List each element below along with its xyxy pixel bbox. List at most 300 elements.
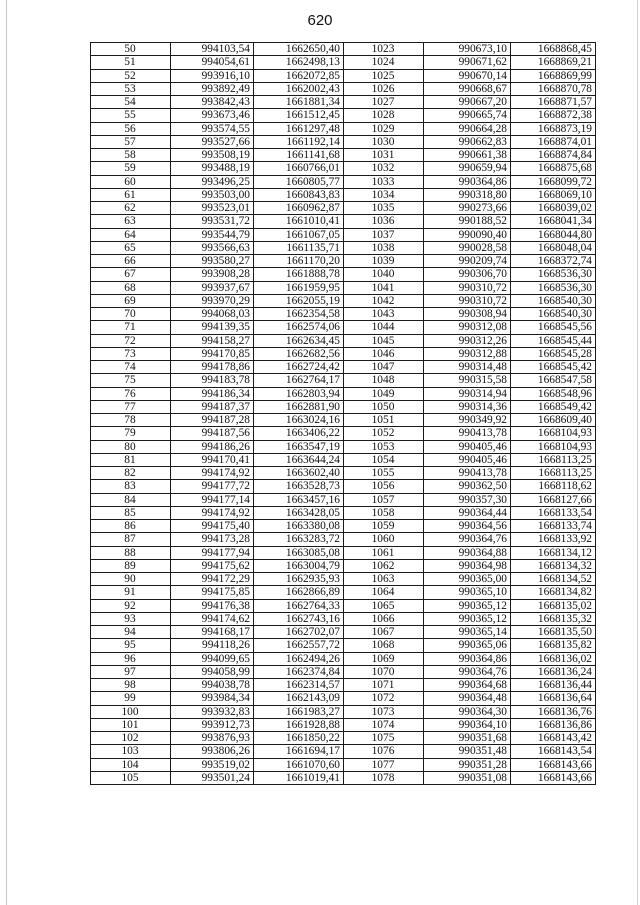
point-number-right: 1035 xyxy=(344,202,424,215)
point-number-right: 1046 xyxy=(344,347,424,360)
x-coordinate-right: 990364,10 xyxy=(424,718,511,731)
x-coordinate-left: 994170,41 xyxy=(171,453,254,466)
y-coordinate-left: 1662498,13 xyxy=(254,56,344,69)
table-row xyxy=(91,453,596,466)
y-coordinate-left: 1663547,19 xyxy=(254,440,344,453)
x-coordinate-right: 990365,10 xyxy=(424,586,511,599)
x-coordinate-right: 990209,74 xyxy=(424,255,511,268)
point-number-right: 1054 xyxy=(344,453,424,466)
table-row xyxy=(91,69,596,82)
x-coordinate-right: 990662,83 xyxy=(424,135,511,148)
table-row xyxy=(91,149,596,162)
y-coordinate-left: 1661888,78 xyxy=(254,268,344,281)
point-number-left: 95 xyxy=(91,639,171,652)
table-row xyxy=(91,255,596,268)
y-coordinate-right: 1668545,44 xyxy=(511,334,596,347)
page-right-edge xyxy=(637,0,638,905)
x-coordinate-right: 990349,92 xyxy=(424,414,511,427)
y-coordinate-right: 1668869,99 xyxy=(511,69,596,82)
x-coordinate-left: 994187,37 xyxy=(171,400,254,413)
x-coordinate-left: 993519,02 xyxy=(171,758,254,771)
y-coordinate-right: 1668135,32 xyxy=(511,612,596,625)
point-number-right: 1028 xyxy=(344,109,424,122)
x-coordinate-left: 994176,38 xyxy=(171,599,254,612)
table-row xyxy=(91,334,596,347)
point-number-right: 1073 xyxy=(344,705,424,718)
y-coordinate-left: 1661010,41 xyxy=(254,215,344,228)
y-coordinate-right: 1668041,34 xyxy=(511,215,596,228)
y-coordinate-right: 1668372,74 xyxy=(511,255,596,268)
y-coordinate-left: 1663283,72 xyxy=(254,533,344,546)
point-number-left: 79 xyxy=(91,427,171,440)
table-row xyxy=(91,718,596,731)
x-coordinate-right: 990308,94 xyxy=(424,308,511,321)
point-number-right: 1042 xyxy=(344,294,424,307)
y-coordinate-left: 1662002,43 xyxy=(254,82,344,95)
point-number-left: 66 xyxy=(91,255,171,268)
point-number-left: 61 xyxy=(91,188,171,201)
x-coordinate-left: 993580,27 xyxy=(171,255,254,268)
x-coordinate-left: 993503,00 xyxy=(171,188,254,201)
x-coordinate-left: 993574,55 xyxy=(171,122,254,135)
point-number-left: 56 xyxy=(91,122,171,135)
point-number-right: 1051 xyxy=(344,414,424,427)
point-number-right: 1074 xyxy=(344,718,424,731)
y-coordinate-left: 1663085,08 xyxy=(254,546,344,559)
y-coordinate-right: 1668540,30 xyxy=(511,294,596,307)
x-coordinate-right: 990667,20 xyxy=(424,96,511,109)
point-number-left: 91 xyxy=(91,586,171,599)
point-number-left: 63 xyxy=(91,215,171,228)
point-number-right: 1058 xyxy=(344,506,424,519)
point-number-left: 90 xyxy=(91,573,171,586)
y-coordinate-left: 1662143,09 xyxy=(254,692,344,705)
y-coordinate-left: 1663024,16 xyxy=(254,414,344,427)
point-number-right: 1064 xyxy=(344,586,424,599)
table-row xyxy=(91,573,596,586)
point-number-right: 1056 xyxy=(344,480,424,493)
x-coordinate-left: 993842,43 xyxy=(171,96,254,109)
table-row xyxy=(91,480,596,493)
x-coordinate-right: 990314,94 xyxy=(424,387,511,400)
x-coordinate-right: 990661,38 xyxy=(424,149,511,162)
x-coordinate-left: 993937,67 xyxy=(171,281,254,294)
point-number-right: 1070 xyxy=(344,665,424,678)
table-row xyxy=(91,109,596,122)
y-coordinate-left: 1662702,07 xyxy=(254,626,344,639)
x-coordinate-right: 990357,30 xyxy=(424,493,511,506)
x-coordinate-right: 990028,58 xyxy=(424,241,511,254)
y-coordinate-right: 1668536,30 xyxy=(511,281,596,294)
y-coordinate-right: 1668547,58 xyxy=(511,374,596,387)
point-number-right: 1032 xyxy=(344,162,424,175)
point-number-left: 96 xyxy=(91,652,171,665)
point-number-right: 1063 xyxy=(344,573,424,586)
y-coordinate-left: 1661881,34 xyxy=(254,96,344,109)
x-coordinate-right: 990364,86 xyxy=(424,175,511,188)
y-coordinate-left: 1662314,57 xyxy=(254,679,344,692)
x-coordinate-left: 993984,34 xyxy=(171,692,254,705)
point-number-right: 1057 xyxy=(344,493,424,506)
y-coordinate-right: 1668872,38 xyxy=(511,109,596,122)
x-coordinate-left: 994038,78 xyxy=(171,679,254,692)
x-coordinate-right: 990365,12 xyxy=(424,612,511,625)
y-coordinate-right: 1668870,78 xyxy=(511,82,596,95)
y-coordinate-right: 1668136,64 xyxy=(511,692,596,705)
x-coordinate-right: 990351,48 xyxy=(424,745,511,758)
table-row xyxy=(91,294,596,307)
table-row xyxy=(91,533,596,546)
x-coordinate-left: 994174,92 xyxy=(171,467,254,480)
point-number-right: 1027 xyxy=(344,96,424,109)
point-number-right: 1029 xyxy=(344,122,424,135)
y-coordinate-right: 1668134,52 xyxy=(511,573,596,586)
table-row xyxy=(91,175,596,188)
point-number-left: 69 xyxy=(91,294,171,307)
point-number-left: 52 xyxy=(91,69,171,82)
point-number-right: 1053 xyxy=(344,440,424,453)
x-coordinate-right: 990273,66 xyxy=(424,202,511,215)
point-number-right: 1077 xyxy=(344,758,424,771)
x-coordinate-right: 990351,28 xyxy=(424,758,511,771)
y-coordinate-left: 1662724,42 xyxy=(254,361,344,374)
x-coordinate-left: 993806,26 xyxy=(171,745,254,758)
x-coordinate-right: 990306,70 xyxy=(424,268,511,281)
y-coordinate-left: 1660805,77 xyxy=(254,175,344,188)
point-number-left: 60 xyxy=(91,175,171,188)
point-number-left: 76 xyxy=(91,387,171,400)
point-number-right: 1078 xyxy=(344,771,424,784)
coordinates-table xyxy=(90,42,596,785)
y-coordinate-left: 1661694,17 xyxy=(254,745,344,758)
y-coordinate-left: 1661141,68 xyxy=(254,149,344,162)
table-row xyxy=(91,400,596,413)
point-number-right: 1045 xyxy=(344,334,424,347)
x-coordinate-left: 994173,28 xyxy=(171,533,254,546)
y-coordinate-left: 1661070,60 xyxy=(254,758,344,771)
point-number-left: 92 xyxy=(91,599,171,612)
y-coordinate-right: 1668875,68 xyxy=(511,162,596,175)
y-coordinate-right: 1668104,93 xyxy=(511,427,596,440)
point-number-left: 81 xyxy=(91,453,171,466)
point-number-left: 72 xyxy=(91,334,171,347)
x-coordinate-right: 990314,36 xyxy=(424,400,511,413)
y-coordinate-left: 1663528,73 xyxy=(254,480,344,493)
x-coordinate-right: 990314,48 xyxy=(424,361,511,374)
table-row xyxy=(91,374,596,387)
point-number-left: 71 xyxy=(91,321,171,334)
y-coordinate-left: 1662574,06 xyxy=(254,321,344,334)
y-coordinate-left: 1662354,58 xyxy=(254,308,344,321)
point-number-left: 84 xyxy=(91,493,171,506)
table-row xyxy=(91,692,596,705)
y-coordinate-left: 1663380,08 xyxy=(254,520,344,533)
x-coordinate-right: 990364,98 xyxy=(424,559,511,572)
x-coordinate-right: 990670,14 xyxy=(424,69,511,82)
point-number-left: 67 xyxy=(91,268,171,281)
table-row xyxy=(91,586,596,599)
y-coordinate-right: 1668134,12 xyxy=(511,546,596,559)
x-coordinate-left: 993508,19 xyxy=(171,149,254,162)
table-row xyxy=(91,228,596,241)
y-coordinate-right: 1668548,96 xyxy=(511,387,596,400)
point-number-left: 78 xyxy=(91,414,171,427)
y-coordinate-right: 1668874,01 xyxy=(511,135,596,148)
x-coordinate-left: 993531,72 xyxy=(171,215,254,228)
table-row xyxy=(91,321,596,334)
x-coordinate-left: 994058,99 xyxy=(171,665,254,678)
table-row xyxy=(91,665,596,678)
x-coordinate-right: 990312,88 xyxy=(424,347,511,360)
point-number-right: 1039 xyxy=(344,255,424,268)
table-row xyxy=(91,427,596,440)
x-coordinate-right: 990364,44 xyxy=(424,506,511,519)
x-coordinate-right: 990413,78 xyxy=(424,467,511,480)
y-coordinate-left: 1660962,87 xyxy=(254,202,344,215)
y-coordinate-right: 1668134,32 xyxy=(511,559,596,572)
point-number-left: 68 xyxy=(91,281,171,294)
y-coordinate-right: 1668545,56 xyxy=(511,321,596,334)
x-coordinate-left: 994178,86 xyxy=(171,361,254,374)
point-number-right: 1025 xyxy=(344,69,424,82)
x-coordinate-left: 993501,24 xyxy=(171,771,254,784)
y-coordinate-right: 1668143,54 xyxy=(511,745,596,758)
x-coordinate-left: 994175,62 xyxy=(171,559,254,572)
table-row xyxy=(91,612,596,625)
x-coordinate-right: 990659,94 xyxy=(424,162,511,175)
table-row xyxy=(91,745,596,758)
y-coordinate-left: 1662935,93 xyxy=(254,573,344,586)
point-number-left: 57 xyxy=(91,135,171,148)
table-row xyxy=(91,546,596,559)
y-coordinate-left: 1661297,48 xyxy=(254,122,344,135)
x-coordinate-left: 994172,29 xyxy=(171,573,254,586)
x-coordinate-right: 990364,30 xyxy=(424,705,511,718)
y-coordinate-left: 1662743,16 xyxy=(254,612,344,625)
x-coordinate-left: 994139,35 xyxy=(171,321,254,334)
point-number-right: 1044 xyxy=(344,321,424,334)
point-number-left: 77 xyxy=(91,400,171,413)
point-number-right: 1072 xyxy=(344,692,424,705)
page-left-edge xyxy=(6,0,7,905)
table-row xyxy=(91,82,596,95)
point-number-right: 1033 xyxy=(344,175,424,188)
point-number-right: 1071 xyxy=(344,679,424,692)
point-number-left: 89 xyxy=(91,559,171,572)
table-row xyxy=(91,440,596,453)
point-number-left: 55 xyxy=(91,109,171,122)
table-row xyxy=(91,96,596,109)
point-number-left: 85 xyxy=(91,506,171,519)
y-coordinate-right: 1668869,21 xyxy=(511,56,596,69)
x-coordinate-left: 994183,78 xyxy=(171,374,254,387)
y-coordinate-right: 1668143,66 xyxy=(511,771,596,784)
x-coordinate-left: 993916,10 xyxy=(171,69,254,82)
x-coordinate-left: 994170,85 xyxy=(171,347,254,360)
point-number-left: 75 xyxy=(91,374,171,387)
point-number-right: 1061 xyxy=(344,546,424,559)
y-coordinate-right: 1668133,74 xyxy=(511,520,596,533)
y-coordinate-right: 1668044,80 xyxy=(511,228,596,241)
point-number-right: 1023 xyxy=(344,43,424,56)
x-coordinate-right: 990364,56 xyxy=(424,520,511,533)
x-coordinate-right: 990365,00 xyxy=(424,573,511,586)
point-number-left: 59 xyxy=(91,162,171,175)
table-row xyxy=(91,43,596,56)
table-row xyxy=(91,162,596,175)
point-number-left: 64 xyxy=(91,228,171,241)
y-coordinate-right: 1668136,02 xyxy=(511,652,596,665)
x-coordinate-left: 994186,26 xyxy=(171,440,254,453)
table-row xyxy=(91,347,596,360)
x-coordinate-right: 990315,58 xyxy=(424,374,511,387)
x-coordinate-left: 993673,46 xyxy=(171,109,254,122)
y-coordinate-right: 1668048,04 xyxy=(511,241,596,254)
x-coordinate-right: 990188,52 xyxy=(424,215,511,228)
y-coordinate-right: 1668874,84 xyxy=(511,149,596,162)
point-number-right: 1076 xyxy=(344,745,424,758)
y-coordinate-left: 1661067,05 xyxy=(254,228,344,241)
table-row xyxy=(91,268,596,281)
table-row xyxy=(91,599,596,612)
y-coordinate-left: 1662072,85 xyxy=(254,69,344,82)
y-coordinate-left: 1661983,27 xyxy=(254,705,344,718)
x-coordinate-right: 990413,78 xyxy=(424,427,511,440)
y-coordinate-left: 1662881,90 xyxy=(254,400,344,413)
point-number-left: 88 xyxy=(91,546,171,559)
x-coordinate-left: 994158,27 xyxy=(171,334,254,347)
point-number-left: 102 xyxy=(91,732,171,745)
y-coordinate-right: 1668133,92 xyxy=(511,533,596,546)
y-coordinate-left: 1661959,95 xyxy=(254,281,344,294)
point-number-left: 83 xyxy=(91,480,171,493)
x-coordinate-right: 990310,72 xyxy=(424,294,511,307)
y-coordinate-right: 1668549,42 xyxy=(511,400,596,413)
table-row xyxy=(91,414,596,427)
x-coordinate-left: 994175,40 xyxy=(171,520,254,533)
x-coordinate-left: 993566,63 xyxy=(171,241,254,254)
y-coordinate-right: 1668135,82 xyxy=(511,639,596,652)
coordinates-table-body xyxy=(91,43,596,785)
x-coordinate-left: 993970,29 xyxy=(171,294,254,307)
point-number-right: 1047 xyxy=(344,361,424,374)
point-number-right: 1066 xyxy=(344,612,424,625)
x-coordinate-right: 990310,72 xyxy=(424,281,511,294)
x-coordinate-left: 994177,94 xyxy=(171,546,254,559)
x-coordinate-left: 993488,19 xyxy=(171,162,254,175)
table-row xyxy=(91,135,596,148)
x-coordinate-right: 990668,67 xyxy=(424,82,511,95)
y-coordinate-right: 1668134,82 xyxy=(511,586,596,599)
x-coordinate-left: 993527,66 xyxy=(171,135,254,148)
x-coordinate-right: 990365,14 xyxy=(424,626,511,639)
point-number-left: 104 xyxy=(91,758,171,771)
y-coordinate-left: 1661928,88 xyxy=(254,718,344,731)
table-row xyxy=(91,241,596,254)
y-coordinate-left: 1660843,83 xyxy=(254,188,344,201)
point-number-left: 73 xyxy=(91,347,171,360)
y-coordinate-left: 1663644,24 xyxy=(254,453,344,466)
x-coordinate-left: 994054,61 xyxy=(171,56,254,69)
x-coordinate-left: 994174,92 xyxy=(171,506,254,519)
point-number-right: 1055 xyxy=(344,467,424,480)
x-coordinate-right: 990312,26 xyxy=(424,334,511,347)
y-coordinate-right: 1668127,66 xyxy=(511,493,596,506)
table-row xyxy=(91,467,596,480)
x-coordinate-right: 990312,08 xyxy=(424,321,511,334)
y-coordinate-right: 1668609,40 xyxy=(511,414,596,427)
y-coordinate-left: 1662866,89 xyxy=(254,586,344,599)
y-coordinate-left: 1661135,71 xyxy=(254,241,344,254)
x-coordinate-right: 990671,62 xyxy=(424,56,511,69)
point-number-right: 1048 xyxy=(344,374,424,387)
x-coordinate-right: 990664,28 xyxy=(424,122,511,135)
y-coordinate-right: 1668039,02 xyxy=(511,202,596,215)
x-coordinate-left: 994174,62 xyxy=(171,612,254,625)
point-number-left: 101 xyxy=(91,718,171,731)
point-number-right: 1043 xyxy=(344,308,424,321)
point-number-right: 1026 xyxy=(344,82,424,95)
y-coordinate-right: 1668540,30 xyxy=(511,308,596,321)
x-coordinate-right: 990364,68 xyxy=(424,679,511,692)
point-number-right: 1037 xyxy=(344,228,424,241)
x-coordinate-left: 994099,65 xyxy=(171,652,254,665)
y-coordinate-right: 1668143,42 xyxy=(511,732,596,745)
point-number-left: 70 xyxy=(91,308,171,321)
table-row xyxy=(91,281,596,294)
x-coordinate-right: 990351,08 xyxy=(424,771,511,784)
x-coordinate-left: 993876,93 xyxy=(171,732,254,745)
point-number-left: 58 xyxy=(91,149,171,162)
point-number-right: 1060 xyxy=(344,533,424,546)
point-number-right: 1069 xyxy=(344,652,424,665)
table-row xyxy=(91,679,596,692)
point-number-right: 1059 xyxy=(344,520,424,533)
table-row xyxy=(91,559,596,572)
x-coordinate-right: 990364,76 xyxy=(424,665,511,678)
x-coordinate-right: 990673,10 xyxy=(424,43,511,56)
point-number-right: 1068 xyxy=(344,639,424,652)
table-row xyxy=(91,652,596,665)
x-coordinate-left: 993496,25 xyxy=(171,175,254,188)
x-coordinate-left: 994168,17 xyxy=(171,626,254,639)
table-row xyxy=(91,361,596,374)
y-coordinate-right: 1668135,02 xyxy=(511,599,596,612)
point-number-left: 65 xyxy=(91,241,171,254)
y-coordinate-right: 1668136,44 xyxy=(511,679,596,692)
point-number-right: 1049 xyxy=(344,387,424,400)
y-coordinate-right: 1668143,66 xyxy=(511,758,596,771)
y-coordinate-right: 1668136,24 xyxy=(511,665,596,678)
y-coordinate-left: 1662557,72 xyxy=(254,639,344,652)
y-coordinate-left: 1662764,17 xyxy=(254,374,344,387)
y-coordinate-left: 1661170,20 xyxy=(254,255,344,268)
y-coordinate-right: 1668136,86 xyxy=(511,718,596,731)
x-coordinate-right: 990318,80 xyxy=(424,188,511,201)
y-coordinate-right: 1668104,93 xyxy=(511,440,596,453)
point-number-right: 1052 xyxy=(344,427,424,440)
y-coordinate-left: 1661192,14 xyxy=(254,135,344,148)
x-coordinate-left: 994187,28 xyxy=(171,414,254,427)
x-coordinate-left: 993892,49 xyxy=(171,82,254,95)
table-row xyxy=(91,732,596,745)
y-coordinate-left: 1662650,40 xyxy=(254,43,344,56)
x-coordinate-right: 990364,48 xyxy=(424,692,511,705)
page-number: 620 xyxy=(307,12,333,29)
x-coordinate-right: 990405,46 xyxy=(424,453,511,466)
y-coordinate-right: 1668536,30 xyxy=(511,268,596,281)
table-row xyxy=(91,493,596,506)
